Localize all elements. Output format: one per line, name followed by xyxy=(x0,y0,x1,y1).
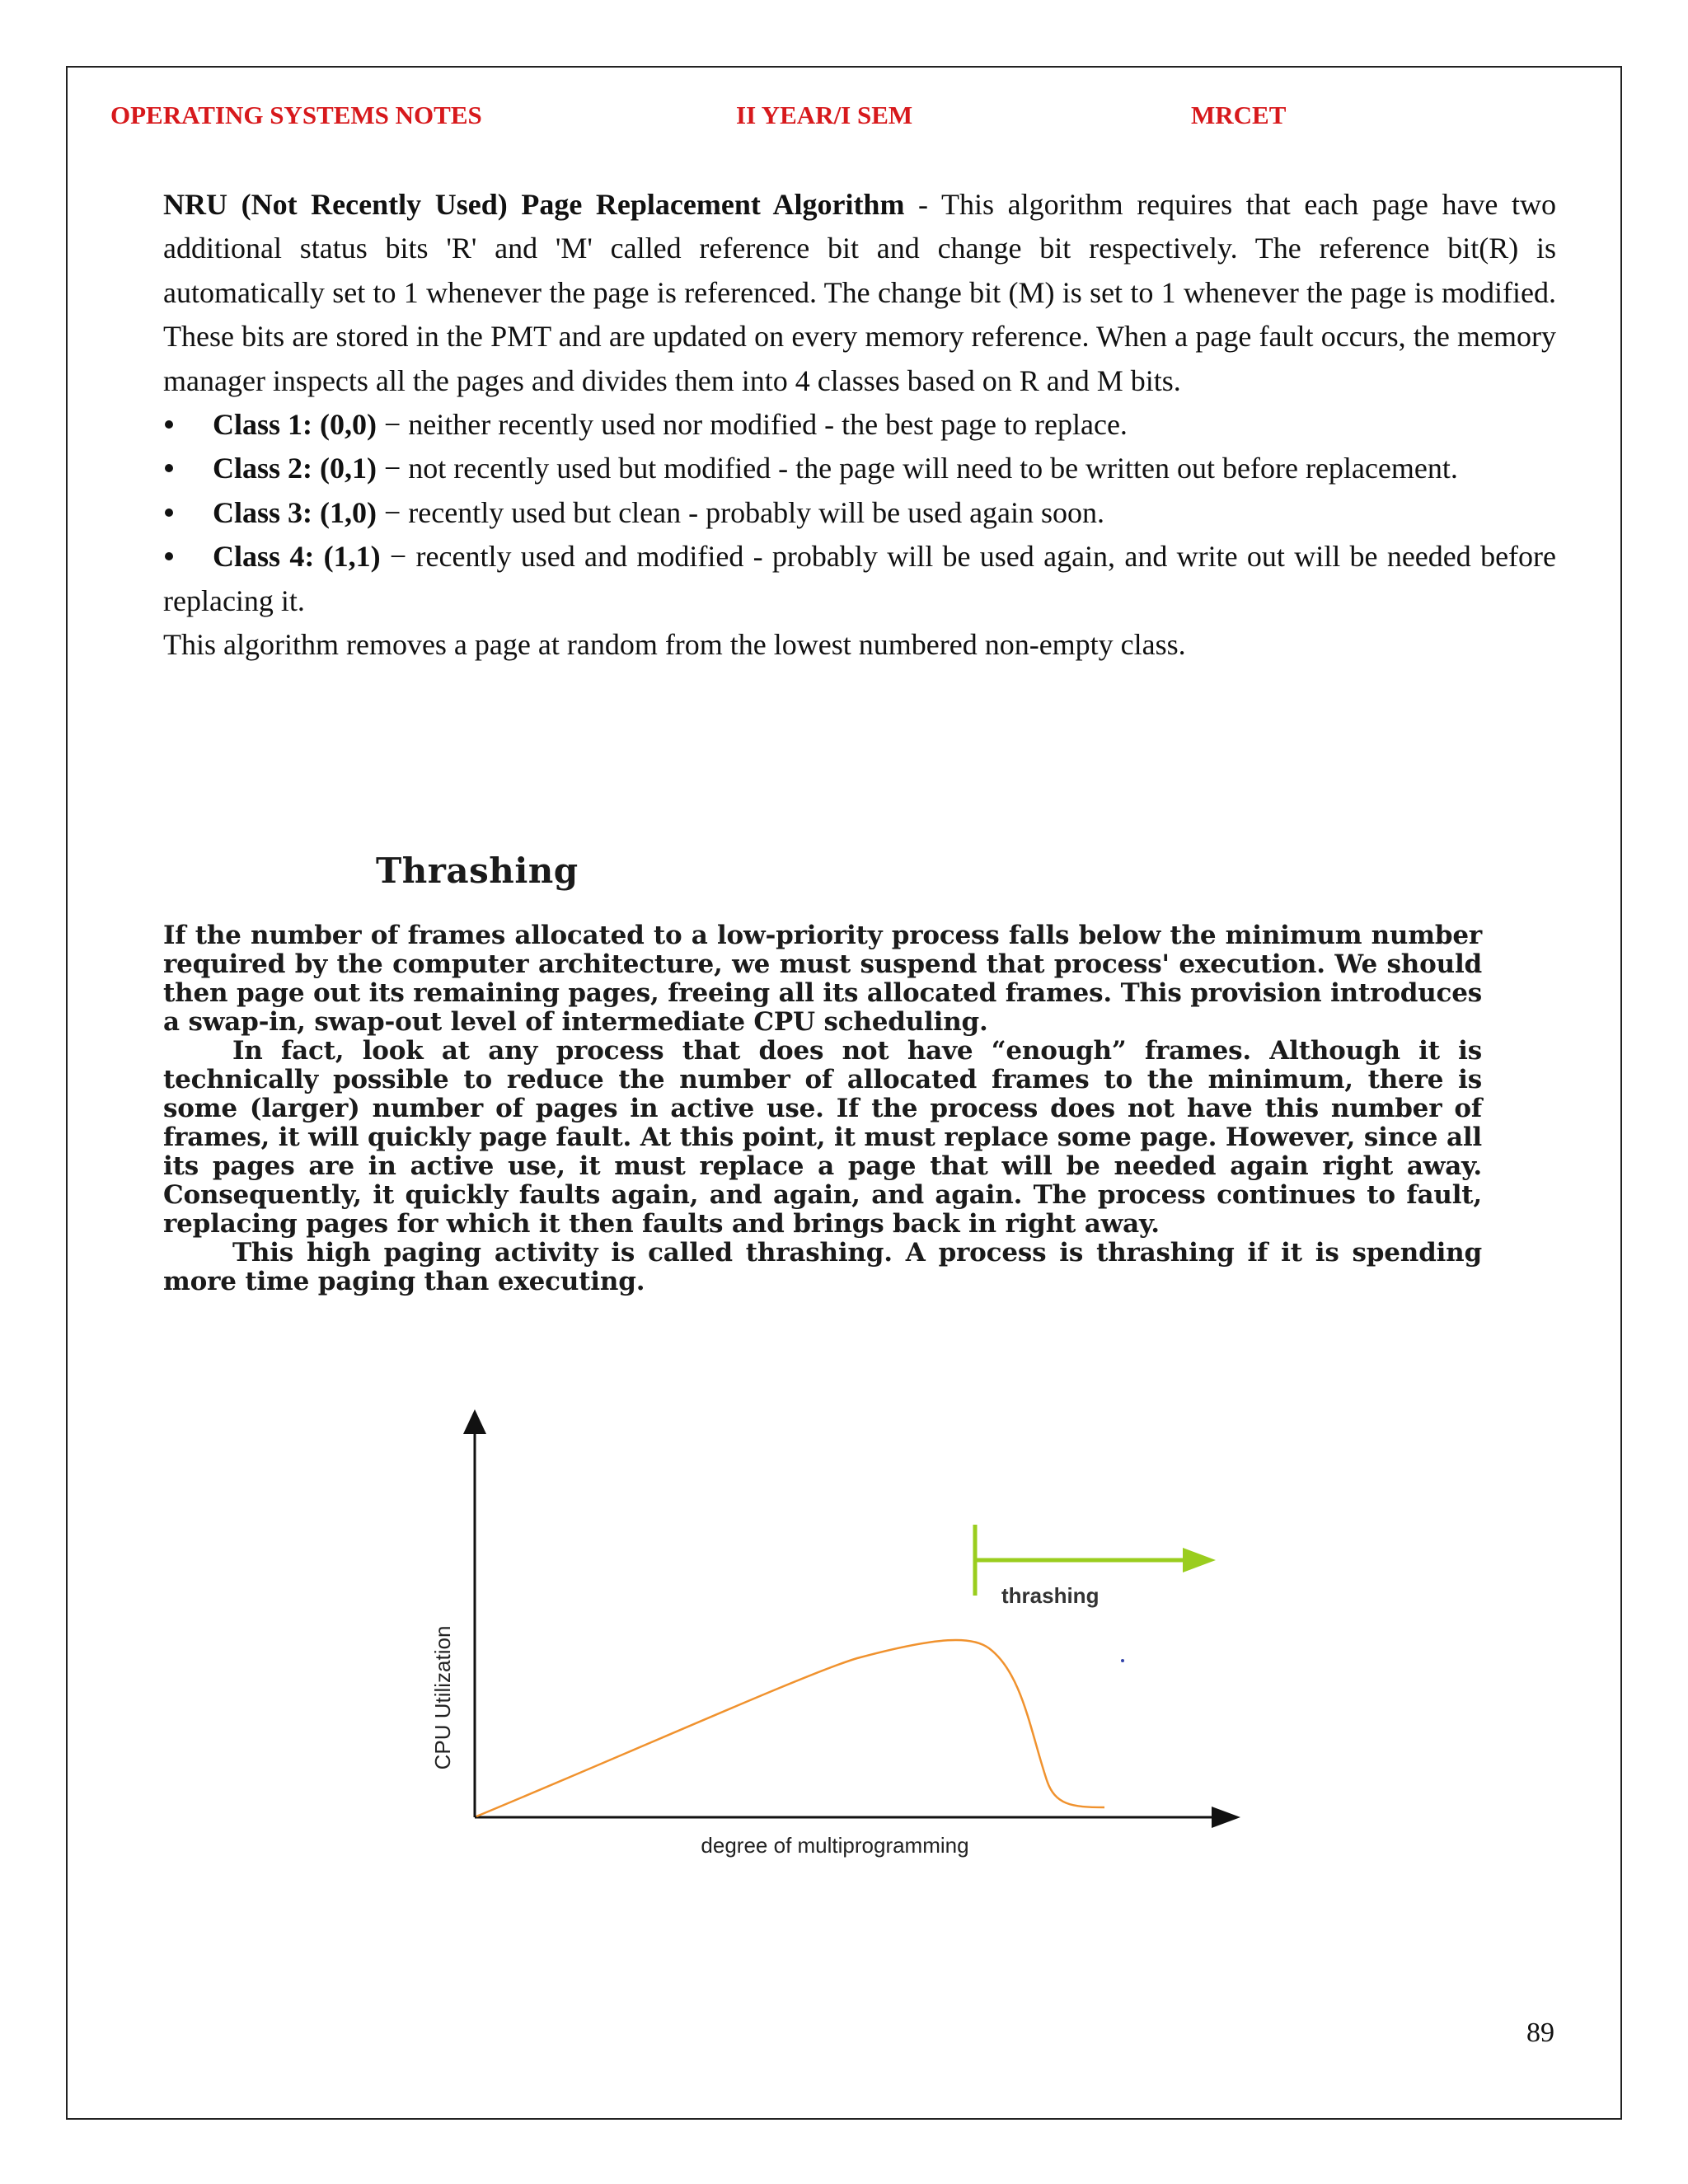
thrashing-scanned-excerpt xyxy=(163,832,1492,1360)
nru-intro-text: - This algorithm requires that each page have two additional status bits 'R' and 'M' called reference bit and change bit respectively. The reference bit(R) is automatically set to 1 whenever the page is referenced. The change bit (M) is set to 1 whenever the page is modified. These bits are stored in the PMT and are updated on every memory reference. When a page fault occurs, the memory manager inspects all the pages and divides them into 4 classes based on R and M bits. xyxy=(163,188,1557,397)
x-axis-label: degree of multiprogramming xyxy=(701,1833,969,1858)
class-label: Class 1: (0,0) xyxy=(213,408,377,442)
nru-section xyxy=(163,183,1556,667)
class-label: Class 4: (1,1) xyxy=(213,540,381,574)
nru-intro-paragraph xyxy=(163,183,1556,403)
nru-heading: NRU (Not Recently Used) Page Replacement Algorithm xyxy=(163,188,905,221)
header-course-title: OPERATING SYSTEMS NOTES xyxy=(110,101,482,129)
class-text: − recently used and modified - probably will be used again, and write out will be needed before replacing it. xyxy=(163,540,1557,617)
thrashing-term: thrashing xyxy=(745,1238,884,1268)
header-institution: MRCET xyxy=(1191,101,1287,129)
thrashing-paragraph-3-end: . A process is thrashing if it is spending more time paging than executing. xyxy=(163,1238,1482,1296)
cpu-utilization-curve xyxy=(476,1640,1104,1816)
list-item xyxy=(163,403,1556,447)
list-item xyxy=(163,447,1556,490)
thrashing-paragraph-1: If the number of frames allocated to a low-priority process falls below the minimum number required by the computer architecture, we must suspend that process' execution. We should then page out its remaining pages, freeing all its allocated frames. This provision introduces a swap-in, swap-out level of intermediate CPU scheduling. xyxy=(163,921,1482,1037)
bullet-icon xyxy=(163,535,213,579)
bullet-icon xyxy=(163,447,213,490)
x-axis-arrow-icon xyxy=(1212,1807,1240,1828)
class-text: − neither recently used nor modified - the best page to replace. xyxy=(376,408,1128,442)
class-text: − not recently used but modified - the page will need to be written out before replacement. xyxy=(376,452,1458,485)
class-label: Class 3: (1,0) xyxy=(213,495,377,529)
list-item xyxy=(163,535,1556,623)
y-axis-label: CPU Utilization xyxy=(430,1625,455,1770)
class-text: − recently used but clean - probably will be used again soon. xyxy=(376,495,1105,529)
stray-dot xyxy=(1121,1659,1124,1662)
thrashing-label: thrashing xyxy=(1001,1583,1100,1608)
bullet-icon xyxy=(163,403,213,447)
list-item xyxy=(163,491,1556,535)
thrashing-body xyxy=(163,921,1482,1296)
thrashing-graph xyxy=(396,1401,1261,1863)
header-semester: II YEAR/I SEM xyxy=(736,101,913,129)
thrashing-arrow-icon xyxy=(1183,1548,1216,1572)
thrashing-paragraph-2: In fact, look at any process that does not have “enough” frames. Although it is technically possible to reduce the number of allocated frames to the minimum, there is some (larger) number of pages in active use. If the process does not have this number of frames, it will quickly page fault. At this point, it must replace some page. However, since all its pages are in active use, it must replace a page that will be needed again right away. Consequently, it quickly faults again, and again, and again. The process continues to fault, replacing pages for which it then faults and brings back in right away. xyxy=(163,1036,1482,1239)
thrashing-paragraph-3-start: This high paging activity is called xyxy=(232,1238,746,1268)
thrashing-paragraph-3 xyxy=(163,1239,1482,1296)
bullet-icon xyxy=(163,491,213,535)
thrashing-title: Thrashing xyxy=(376,851,579,891)
class-label: Class 2: (0,1) xyxy=(213,452,377,485)
y-axis-arrow-icon xyxy=(463,1409,486,1434)
page-number: 89 xyxy=(1526,2018,1554,2048)
nru-conclusion: This algorithm removes a page at random from the lowest numbered non-empty class. xyxy=(163,628,1186,662)
page-header xyxy=(0,101,1688,134)
